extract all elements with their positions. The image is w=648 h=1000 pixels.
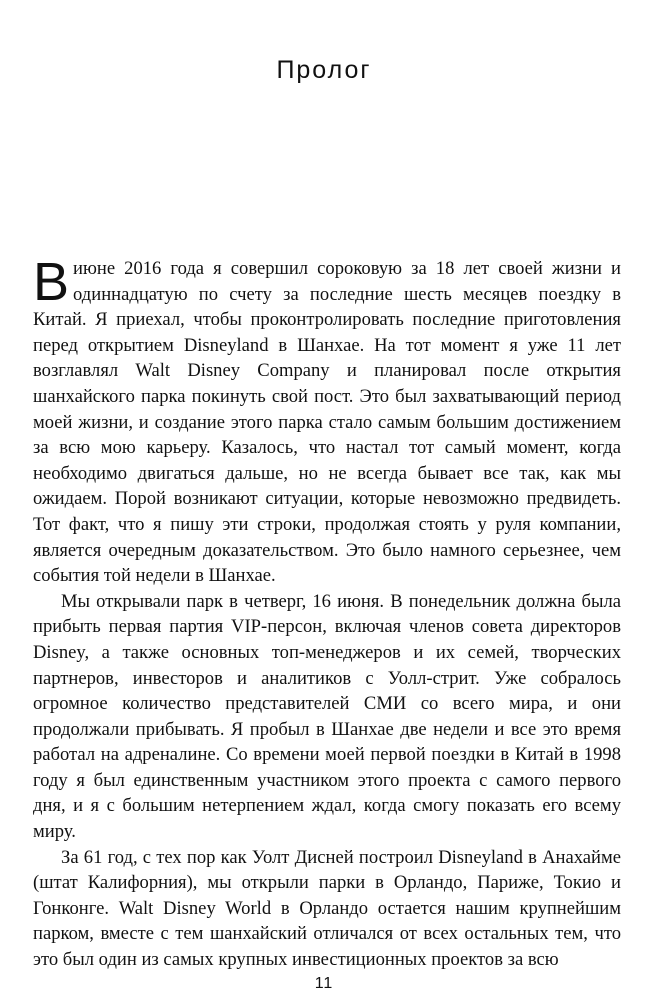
page-number: 11 xyxy=(314,975,334,992)
paragraph-1-text: июне 2016 года я совершил сороковую за 18 лет своей жизни и одиннадцатую по счету за последние шесть месяцев поездку в Китай. Я приехал, чтобы проконтролировать последние приготовления перед открытием Disneyland в Шанхае. На тот момент я уже 11 лет возглавлял Walt Disney Company и планировал после открытия шанхайского парка покинуть свой пост. Это был захватывающий период моей жизни, и создание этого парка стало самым большим достижением за всю мою карьеру. Казалось, что настал тот самый момент, когда необходимо двигаться дальше, но не всегда бывает все так, как мы ожидаем. Порой возникают ситуации, которые невозможно предвидеть. Тот факт, что я пишу эти строки, продолжая стоять у руля компании, является очередным доказательством. Это было намного серьезнее, чем события той недели в Шанхае. xyxy=(33,258,621,587)
paragraph-3: За 61 год, с тех пор как Уолт Дисней построил Disneyland в Анахайме (штат Калифорния), мы открыли парки в Орландо, Париже, Токио и Гонконге. Walt Disney World в Орландо остается нашим крупнейшим парком, вместе с тем шанхайский отличался от всех остальных тем, что это был один из самых крупных инвестиционных проектов за всю xyxy=(33,846,621,971)
paragraph-2: Мы открывали парк в четверг, 16 июня. В понедельник должна была прибыть первая партия VIP-персон, включая членов совета директоров Disney, а также основных топ-менеджеров и их семей, творческих партнеров, инвесторов и аналитиков с Уолл-стрит. Уже собралось огромное количество представителей СМИ со всего мира, и они продолжали прибывать. Я пробыл в Шанхае две недели и все это время работал на адреналине. Со времени моей первой поездки в Китай в 1998 году я был единственным участником этого проекта с самого первого дня, и я с большим нетерпением ждал, когда смогу показать его всему миру. xyxy=(33,590,621,843)
paragraph-1 xyxy=(33,252,621,589)
chapter-title: Пролог xyxy=(276,56,372,84)
body-text xyxy=(33,252,621,973)
drop-cap: В xyxy=(33,252,70,312)
